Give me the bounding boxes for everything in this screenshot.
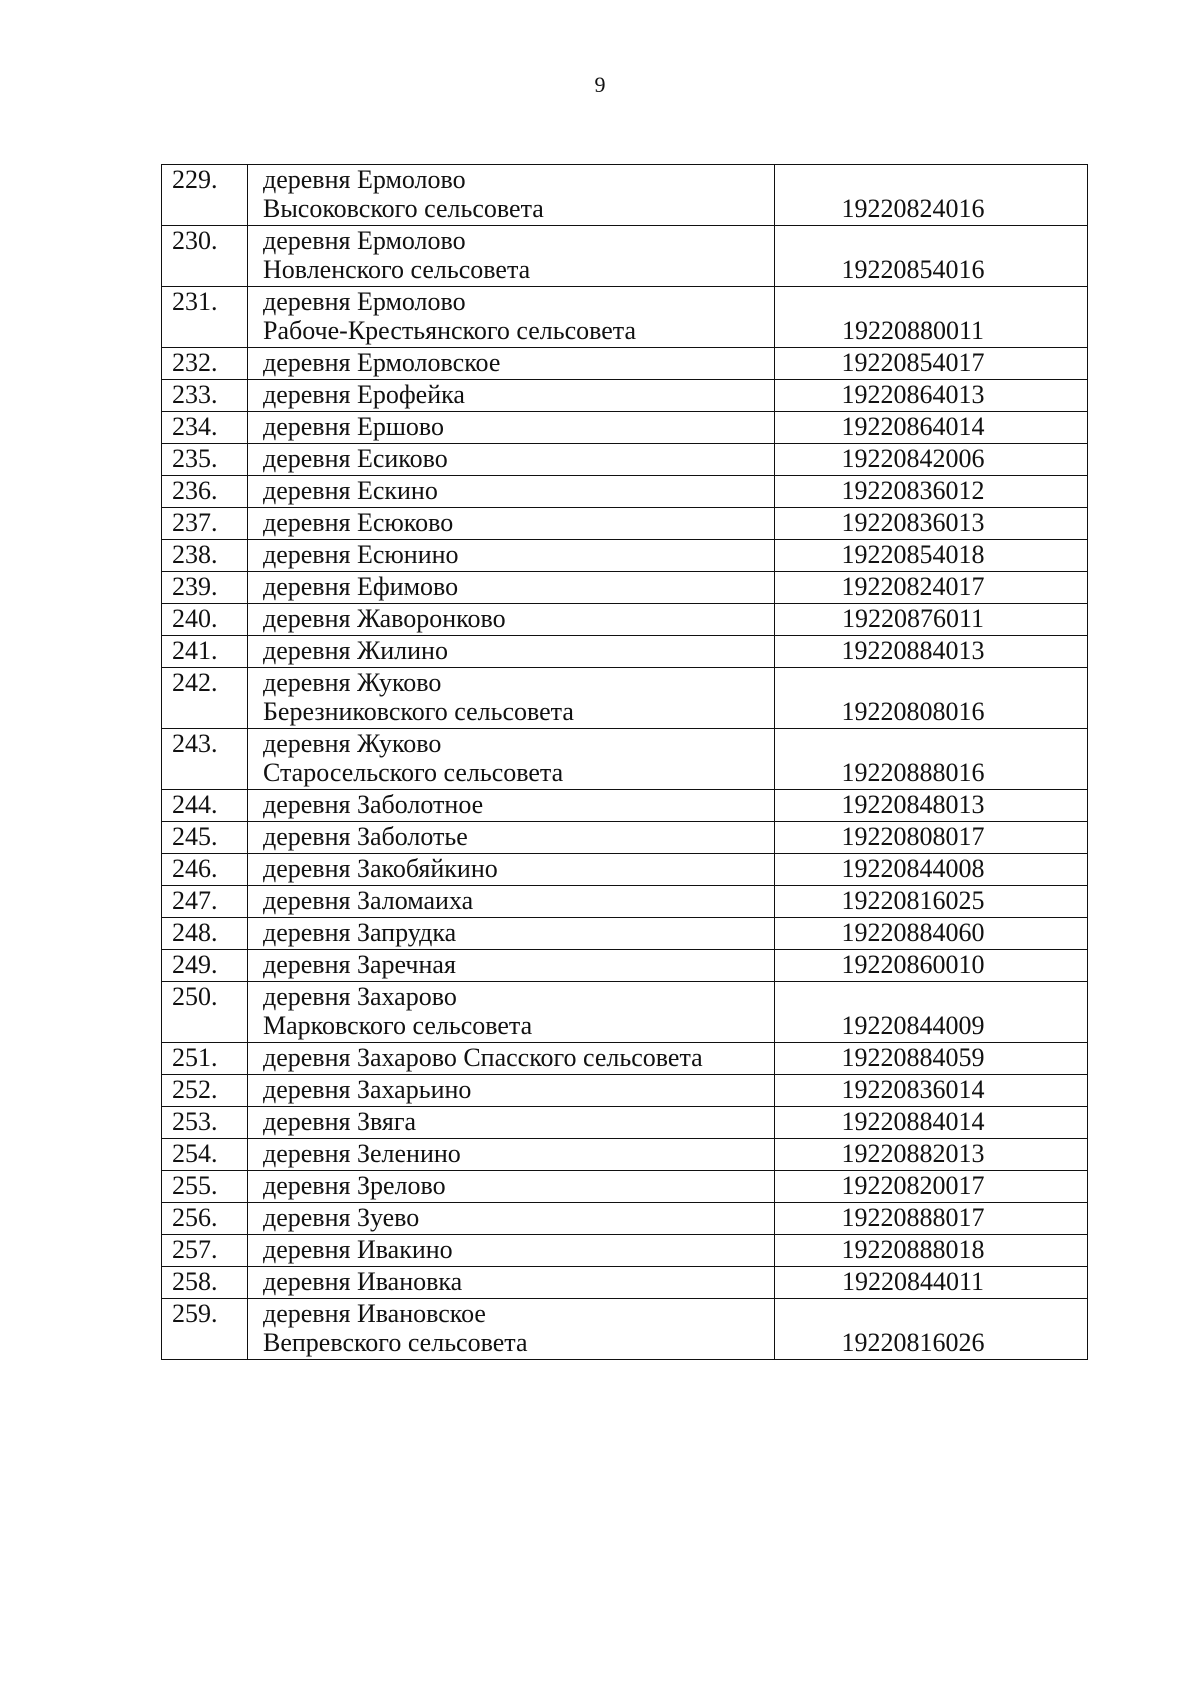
row-number: 241. bbox=[162, 636, 248, 668]
settlement-name bbox=[248, 1171, 775, 1203]
oktmo-code: 19220844009 bbox=[775, 982, 1088, 1043]
settlement-name bbox=[248, 886, 775, 918]
row-number: 231. bbox=[162, 287, 248, 348]
oktmo-code: 19220816026 bbox=[775, 1299, 1088, 1360]
oktmo-code: 19220864013 bbox=[775, 380, 1088, 412]
settlement-name-line: Старосельского сельсовета bbox=[263, 758, 564, 787]
oktmo-code: 19220884059 bbox=[775, 1043, 1088, 1075]
oktmo-code: 19220842006 bbox=[775, 444, 1088, 476]
table-row bbox=[162, 1075, 1088, 1107]
oktmo-code: 19220844011 bbox=[775, 1267, 1088, 1299]
settlement-name bbox=[248, 790, 775, 822]
oktmo-code: 19220808017 bbox=[775, 822, 1088, 854]
table-row bbox=[162, 886, 1088, 918]
oktmo-code: 19220824016 bbox=[775, 165, 1088, 226]
oktmo-code: 19220876011 bbox=[775, 604, 1088, 636]
settlement-name bbox=[248, 918, 775, 950]
settlement-name-line: деревня Есюково bbox=[263, 508, 454, 537]
table-row bbox=[162, 1267, 1088, 1299]
settlement-name bbox=[248, 982, 775, 1043]
settlement-name-line: деревня Зрелово bbox=[263, 1171, 446, 1200]
table-row bbox=[162, 540, 1088, 572]
settlement-name-line: деревня Ескино bbox=[263, 476, 438, 505]
settlement-name bbox=[248, 1075, 775, 1107]
settlement-name-line: деревня Жуково bbox=[263, 729, 442, 758]
settlement-name-line: Березниковского сельсовета bbox=[263, 697, 574, 726]
settlement-name-line: Рабоче-Крестьянского сельсовета bbox=[263, 316, 637, 345]
table-body bbox=[162, 165, 1088, 1360]
settlement-name-line: Новленского сельсовета bbox=[263, 255, 531, 284]
settlement-name-line: деревня Ивановка bbox=[263, 1267, 463, 1296]
table-row bbox=[162, 1203, 1088, 1235]
row-number: 247. bbox=[162, 886, 248, 918]
settlement-name bbox=[248, 668, 775, 729]
settlement-name-line: деревня Ермолово bbox=[263, 165, 466, 194]
settlement-name-line: деревня Ермолово bbox=[263, 287, 466, 316]
table-row bbox=[162, 572, 1088, 604]
settlement-name-line: деревня Ершово bbox=[263, 412, 444, 441]
oktmo-code: 19220888017 bbox=[775, 1203, 1088, 1235]
oktmo-code: 19220824017 bbox=[775, 572, 1088, 604]
row-number: 240. bbox=[162, 604, 248, 636]
row-number: 256. bbox=[162, 1203, 248, 1235]
row-number: 238. bbox=[162, 540, 248, 572]
table-row bbox=[162, 1299, 1088, 1360]
settlement-name-line: деревня Ермолово bbox=[263, 226, 466, 255]
table-row bbox=[162, 729, 1088, 790]
table-row bbox=[162, 508, 1088, 540]
settlement-name-line: деревня Заболотье bbox=[263, 822, 468, 851]
oktmo-code: 19220836012 bbox=[775, 476, 1088, 508]
oktmo-code: 19220884060 bbox=[775, 918, 1088, 950]
table-row bbox=[162, 982, 1088, 1043]
row-number: 234. bbox=[162, 412, 248, 444]
settlement-name-line: деревня Закобяйкино bbox=[263, 854, 498, 883]
settlement-name bbox=[248, 287, 775, 348]
oktmo-code: 19220854017 bbox=[775, 348, 1088, 380]
settlement-name-line: Вепревского сельсовета bbox=[263, 1328, 528, 1357]
settlement-name-line: деревня Жуково bbox=[263, 668, 442, 697]
table-row bbox=[162, 412, 1088, 444]
table-row bbox=[162, 1235, 1088, 1267]
row-number: 233. bbox=[162, 380, 248, 412]
settlement-name-line: деревня Запрудка bbox=[263, 918, 457, 947]
settlement-name bbox=[248, 572, 775, 604]
table-row bbox=[162, 1139, 1088, 1171]
row-number: 236. bbox=[162, 476, 248, 508]
table-row bbox=[162, 1107, 1088, 1139]
settlement-name-line: деревня Захарово Спасского сельсовета bbox=[263, 1043, 703, 1072]
row-number: 248. bbox=[162, 918, 248, 950]
settlement-name-line: Высоковского сельсовета bbox=[263, 194, 544, 223]
table-row bbox=[162, 668, 1088, 729]
row-number: 243. bbox=[162, 729, 248, 790]
settlement-name-line: деревня Ивановское bbox=[263, 1299, 486, 1328]
row-number: 251. bbox=[162, 1043, 248, 1075]
row-number: 235. bbox=[162, 444, 248, 476]
settlement-name bbox=[248, 476, 775, 508]
settlement-name bbox=[248, 444, 775, 476]
table-row bbox=[162, 950, 1088, 982]
oktmo-code: 19220882013 bbox=[775, 1139, 1088, 1171]
settlement-name-line: деревня Захарьино bbox=[263, 1075, 472, 1104]
settlement-name-line: Марковского сельсовета bbox=[263, 1011, 533, 1040]
table-row bbox=[162, 636, 1088, 668]
oktmo-code: 19220860010 bbox=[775, 950, 1088, 982]
settlement-name bbox=[248, 348, 775, 380]
row-number: 254. bbox=[162, 1139, 248, 1171]
row-number: 246. bbox=[162, 854, 248, 886]
table-row bbox=[162, 476, 1088, 508]
settlement-name-line: деревня Жилино bbox=[263, 636, 448, 665]
oktmo-code: 19220848013 bbox=[775, 790, 1088, 822]
settlement-name bbox=[248, 1267, 775, 1299]
settlement-name bbox=[248, 729, 775, 790]
settlement-name-line: деревня Есюнино bbox=[263, 540, 459, 569]
row-number: 242. bbox=[162, 668, 248, 729]
settlement-name-line: деревня Захарово bbox=[263, 982, 457, 1011]
row-number: 244. bbox=[162, 790, 248, 822]
oktmo-code: 19220808016 bbox=[775, 668, 1088, 729]
row-number: 230. bbox=[162, 226, 248, 287]
settlement-name bbox=[248, 508, 775, 540]
table-row bbox=[162, 918, 1088, 950]
table-row bbox=[162, 287, 1088, 348]
oktmo-code: 19220816025 bbox=[775, 886, 1088, 918]
table-row bbox=[162, 380, 1088, 412]
settlement-name bbox=[248, 1107, 775, 1139]
settlement-name-line: деревня Зеленино bbox=[263, 1139, 461, 1168]
table-row bbox=[162, 348, 1088, 380]
oktmo-code: 19220854018 bbox=[775, 540, 1088, 572]
settlement-name bbox=[248, 1043, 775, 1075]
settlement-name-line: деревня Ермоловское bbox=[263, 348, 501, 377]
settlement-name bbox=[248, 1235, 775, 1267]
row-number: 237. bbox=[162, 508, 248, 540]
settlement-name bbox=[248, 1299, 775, 1360]
row-number: 252. bbox=[162, 1075, 248, 1107]
table-row bbox=[162, 165, 1088, 226]
oktmo-code: 19220820017 bbox=[775, 1171, 1088, 1203]
table-row bbox=[162, 604, 1088, 636]
oktmo-code: 19220888018 bbox=[775, 1235, 1088, 1267]
oktmo-code: 19220864014 bbox=[775, 412, 1088, 444]
row-number: 239. bbox=[162, 572, 248, 604]
oktmo-code: 19220880011 bbox=[775, 287, 1088, 348]
settlement-name-line: деревня Ефимово bbox=[263, 572, 459, 601]
settlement-name-line: деревня Звяга bbox=[263, 1107, 417, 1136]
oktmo-code: 19220884014 bbox=[775, 1107, 1088, 1139]
settlement-name bbox=[248, 165, 775, 226]
settlement-name bbox=[248, 226, 775, 287]
settlement-name bbox=[248, 1203, 775, 1235]
row-number: 257. bbox=[162, 1235, 248, 1267]
oktmo-code: 19220844008 bbox=[775, 854, 1088, 886]
settlement-name-line: деревня Ерофейка bbox=[263, 380, 465, 409]
row-number: 258. bbox=[162, 1267, 248, 1299]
settlement-name-line: деревня Заболотное bbox=[263, 790, 484, 819]
table-row bbox=[162, 822, 1088, 854]
row-number: 259. bbox=[162, 1299, 248, 1360]
row-number: 250. bbox=[162, 982, 248, 1043]
row-number: 253. bbox=[162, 1107, 248, 1139]
settlement-name bbox=[248, 380, 775, 412]
page-number: 9 bbox=[594, 72, 606, 97]
row-number: 229. bbox=[162, 165, 248, 226]
settlement-name-line: деревня Есиково bbox=[263, 444, 448, 473]
oktmo-code: 19220854016 bbox=[775, 226, 1088, 287]
oktmo-code: 19220836014 bbox=[775, 1075, 1088, 1107]
table-row bbox=[162, 854, 1088, 886]
row-number: 249. bbox=[162, 950, 248, 982]
row-number: 232. bbox=[162, 348, 248, 380]
settlement-name bbox=[248, 604, 775, 636]
row-number: 255. bbox=[162, 1171, 248, 1203]
settlement-name bbox=[248, 412, 775, 444]
settlement-name-line: деревня Заречная bbox=[263, 950, 456, 979]
table-row bbox=[162, 444, 1088, 476]
settlement-name-line: деревня Жаворонково bbox=[263, 604, 506, 633]
row-number: 245. bbox=[162, 822, 248, 854]
settlement-name-line: деревня Заломаиха bbox=[263, 886, 474, 915]
oktmo-code: 19220836013 bbox=[775, 508, 1088, 540]
settlement-name bbox=[248, 636, 775, 668]
settlement-name bbox=[248, 822, 775, 854]
settlement-name bbox=[248, 1139, 775, 1171]
settlement-name bbox=[248, 540, 775, 572]
table-row bbox=[162, 1171, 1088, 1203]
settlements-table bbox=[161, 164, 1088, 1360]
settlement-name bbox=[248, 854, 775, 886]
settlement-name bbox=[248, 950, 775, 982]
settlement-name-line: деревня Ивакино bbox=[263, 1235, 453, 1264]
oktmo-code: 19220884013 bbox=[775, 636, 1088, 668]
settlement-name-line: деревня Зуево bbox=[263, 1203, 420, 1232]
oktmo-code: 19220888016 bbox=[775, 729, 1088, 790]
table-row bbox=[162, 226, 1088, 287]
table-row bbox=[162, 1043, 1088, 1075]
table-row bbox=[162, 790, 1088, 822]
